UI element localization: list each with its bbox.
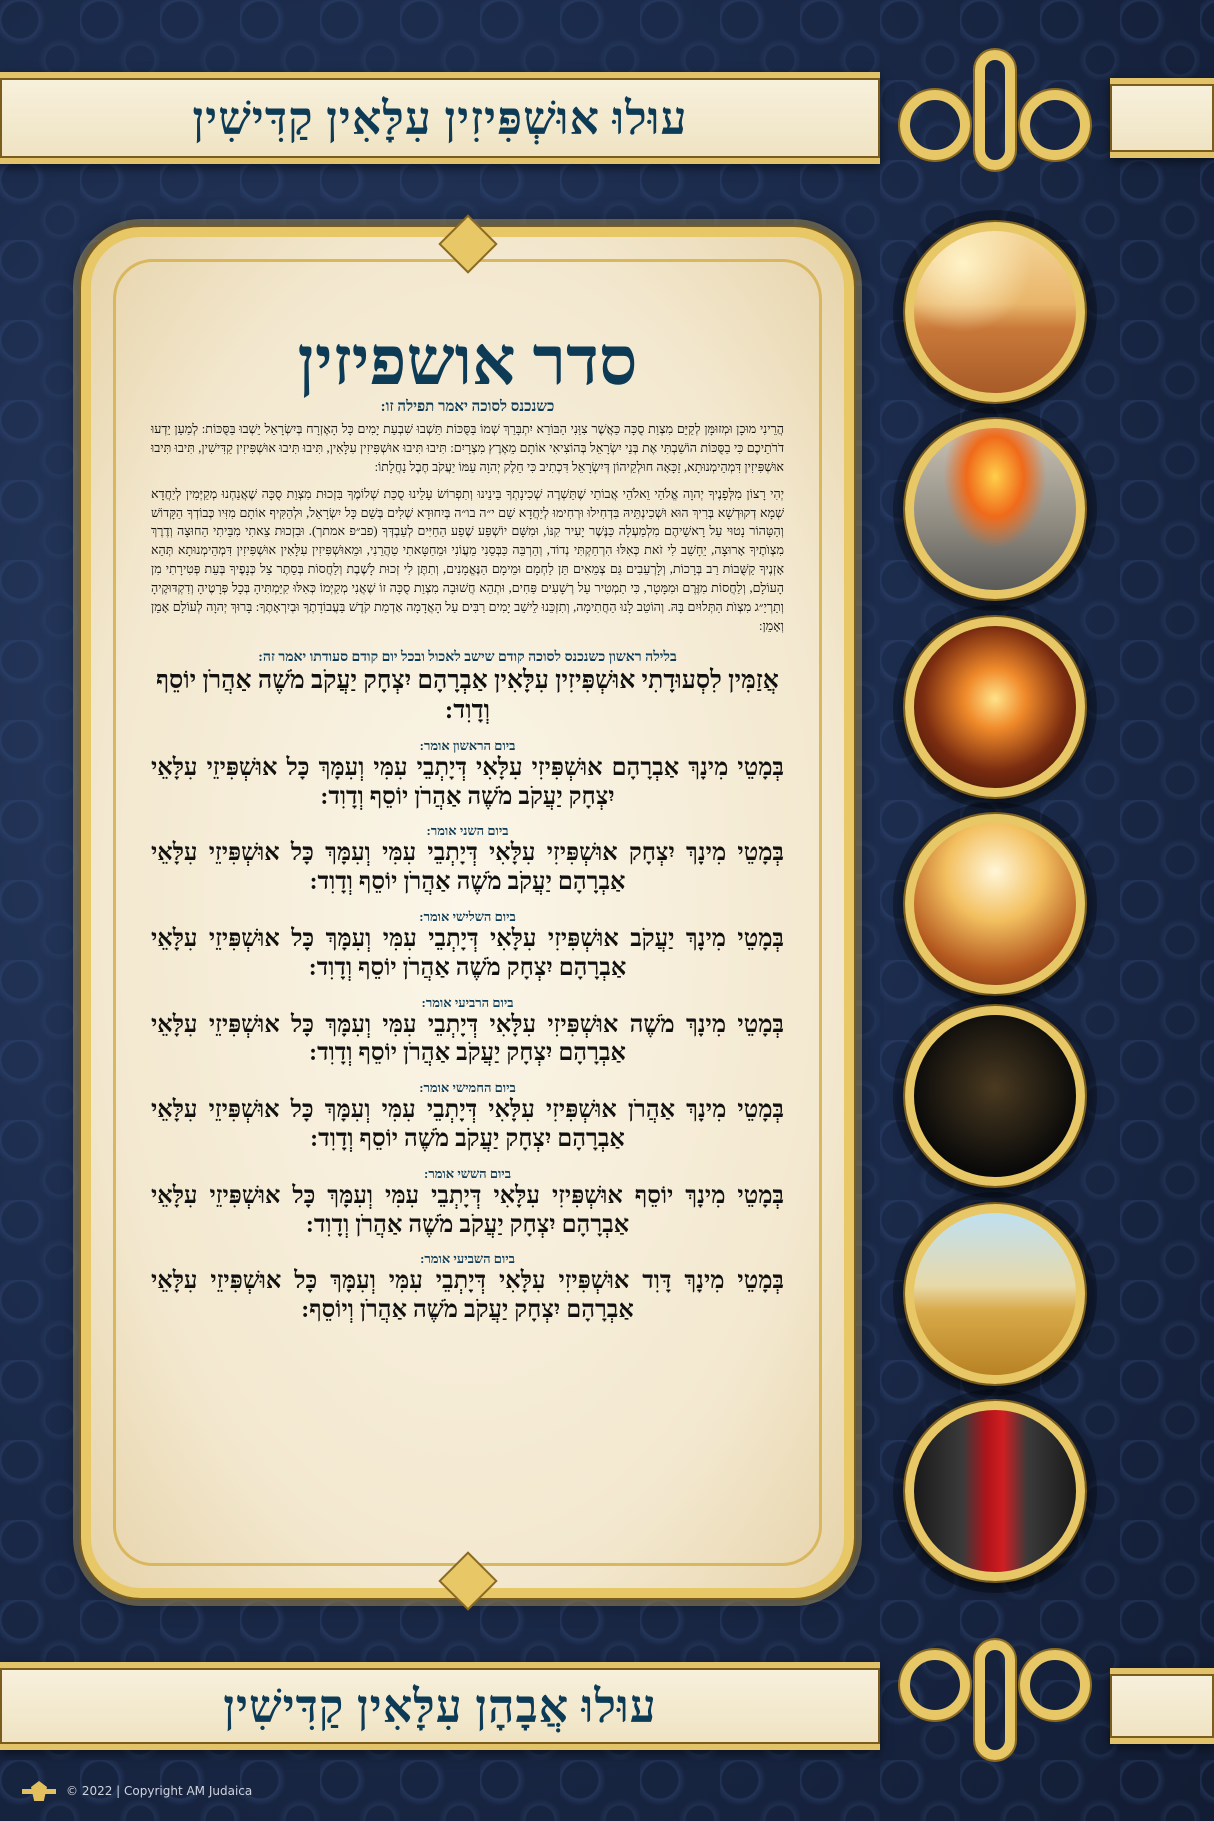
top-banner [0, 72, 880, 164]
day-heading: ביום החמישי אומר: [419, 1080, 516, 1096]
first-night-text: אֲזַמִּין לִסְעוּדָתִי אוּשְׁפִּיזִין עִלָּאִין אַבְרָהָם יִצְחָק יַעֲקֹב מֹשֶׁה אַהֲרֹן יוֹסֵף וְדָוִד: [156, 666, 779, 724]
bottom-ornament [880, 1640, 1110, 1760]
day-text: בְּמָטֵי מִינָךְ יוֹסֵף אוּשְׁפִּיזִי עִלָּאִי דְּיָתְבֵי עִמִּי וְעִמָּךְ כָּל אוּשְׁפִּיזֵי עִלָּאֵי אַבְרָהָם יִצְחָק יַעֲקֹב מֹשֶׁה אַהֲרֹן וְדָוִד: [151, 1182, 784, 1238]
day-text: בְּמָטֵי מִינָךְ אַבְרָהָם אוּשְׁפִּיזִי עִלָּאִי דְּיָתְבֵי עִמִּי וְעִמָּךְ כָּל אוּשְׁפִּיזֵי עִלָּאֵי יִצְחָק יַעֲקֹב מֹשֶׁה אַהֲרֹן יוֹסֵף וְדָוִד: [151, 754, 784, 810]
bottom-banner-title: עוּלוּ אֲבָהָן עִלָּאִין קַדִּישִׁין [223, 1680, 657, 1732]
medallion-altar-fire [905, 419, 1085, 599]
day-text: בְּמָטֵי מִינָךְ יַעֲקֹב אוּשְׁפִּיזִי עִלָּאִי דְּיָתְבֵי עִמִּי וְעִמָּךְ כָּל אוּשְׁפִּיזֵי עִלָּאֵי אַבְרָהָם יִצְחָק מֹשֶׁה אַהֲרֹן יוֹסֵף וְדָוִד: [151, 925, 784, 981]
top-banner-title: עוּלוּ אוּשְׁפִּיזִין עִלָּאִין קַדִּישִׁין [192, 92, 688, 144]
medallion-tent-in-desert [905, 222, 1085, 402]
medallion-menorah [905, 1006, 1085, 1186]
copyright-text: © 2022 | Copyright AM Judaica [66, 1784, 253, 1798]
day-text: בְּמָטֵי מִינָךְ מֹשֶׁה אוּשְׁפִּיזִי עִלָּאִי דְּיָתְבֵי עִמִּי וְעִמָּךְ כָּל אוּשְׁפִּיזֵי עִלָּאֵי אַבְרָהָם יִצְחָק יַעֲקֹב אַהֲרֹן יוֹסֵף וְדָוִד: [151, 1011, 784, 1067]
medallion-throne [905, 1401, 1085, 1581]
day-text: בְּמָטֵי מִינָךְ דָּוִד אוּשְׁפִּיזִי עִלָּאִי דְּיָתְבֵי עִמִּי וְעִמָּךְ כָּל אוּשְׁפִּיזֵי עִלָּאֵי אַבְרָהָם יִצְחָק יַעֲקֹב מֹשֶׁה אַהֲרֹן וְיוֹסֵף: [151, 1268, 784, 1324]
day-heading: ביום הראשון אומר: [419, 737, 516, 753]
prayer-paragraph-1: הֲרֵינִי מוּכָן וּמְזוּמָּן לְקַיֵּם מִצְוַת סֻכָּה כַּאֲשֶׁר צִוַּנִי הַבּוֹרֵא יִתְבָּרַךְ שְׁמוֹ בַּסֻּכּוֹת תֵּשְׁבוּ שִׁבְעַת יָמִים כָּל הָאֶזְרָח בְּיִשְׂרָאֵל יֵשְׁבוּ בַּסֻּכּוֹת: לְמַעַן יֵדְעוּ דֹרֹתֵיכֶם כִּי בַסֻּכּוֹת הוֹשַׁבְתִּי אֶת בְּנֵי יִשְׂרָאֵל בְּהוֹצִיאִי אוֹתָם מֵאֶרֶץ מִצְרָיִם: תִּיבוּ תִּיבוּ אוּשְׁפִּיזִין עִלָּאִין, תִּיבוּ תִּיבוּ אוּשְׁפִּיזִין קַדִּישִׁין, תִּיבוּ תִּיבוּ אוּשְׁפִּיזִין דִּמְהֵימְנוּתָא, זַכָּאָה חוּלְקֵיהוֹן דְּיִשְׂרָאֵל דִּכְתִיב כִּי חֵלֶק יְהוָה עַמּוֹ יַעֲקֹב חֶבֶל נַחֲלָתוֹ: [151, 422, 784, 474]
day-heading: ביום הרביעי אומר: [421, 994, 514, 1010]
footer [22, 1781, 252, 1801]
day-heading: ביום הששי אומר: [423, 1165, 511, 1181]
day-text: בְּמָטֵי מִינָךְ אַהֲרֹן אוּשְׁפִּיזִי עִלָּאִי דְּיָתְבֵי עִמִּי וְעִמָּךְ כָּל אוּשְׁפִּיזֵי עִלָּאֵי אַבְרָהָם יִצְחָק יַעֲקֹב מֹשֶׁה יוֹסֵף וְדָוִד: [151, 1097, 784, 1152]
medallion-wheat-sheaves [905, 1204, 1085, 1384]
day-heading: ביום השביעי אומר: [420, 1251, 515, 1267]
page-title: סדר אושפיזין [297, 323, 638, 399]
medallion-tablets-on-mountain [905, 814, 1085, 994]
parchment-panel [81, 227, 854, 1598]
bottom-banner [0, 1662, 880, 1750]
day-heading: ביום השלישי אומר: [419, 908, 516, 924]
medallion-ladder-to-sky [905, 617, 1085, 797]
day-text: בְּמָטֵי מִינָךְ יִצְחָק אוּשְׁפִּיזִי עִלָּאִי דְּיָתְבֵי עִמִּי וְעִמָּךְ כָּל אוּשְׁפִּיזֵי עִלָּאֵי אַבְרָהָם יַעֲקֹב מֹשֶׁה אַהֲרֹן יוֹסֵף וְדָוִד: [151, 840, 784, 896]
day-heading: ביום השני אומר: [426, 823, 509, 839]
top-banner-right [1110, 78, 1214, 158]
top-ornament [880, 50, 1110, 170]
bottom-banner-right [1110, 1668, 1214, 1744]
am-judaica-logo-icon [22, 1781, 56, 1801]
subtitle: כשנכנס לסוכה יאמר תפילה זו: [380, 399, 555, 415]
first-night-heading: בלילה ראשון כשנכנס לסוכה קודם שישב לאכול ובכל יום קודם סעודתו יאמר זה: [258, 649, 677, 665]
prayer-paragraph-2: יְהִי רָצוֹן מִלְּפָנֶיךָ יְהוָה אֱלֹהַי וֵאלֹהֵי אֲבוֹתַי שֶׁתַּשְׁרֶה שְׁכִינָתְךָ בֵּינֵינוּ וְתִפְרוֹשׂ עָלֵינוּ סֻכַּת שְׁלוֹמֶךָ בִּזְכוּת מִצְוַת סֻכָּה שֶׁאֲנַחְנוּ מְקַיְּמִין לְיַחֲדָא שְׁמָא דְקוּדְשָׁא בְּרִיךְ הוּא וּשְׁכִינְתֵּיהּ בִּדְחִילוּ וּרְחִימוּ לְיַחֲדָא שֵׁם י״ה בו״ה בְּיִחוּדָא שְׁלִים בְּשֵׁם כָּל יִשְׂרָאֵל, וּלְהַקִּיף אוֹתָם מִזִּיו כְּבוֹדְךָ הַקָּדוֹשׁ וְהַטָּהוֹר נָטוּי עַל רָאשֵׁיהֶם מִלְמַעְלָה כַּנֶּשֶׁר יָעִיר קִנּוֹ, וּמִשָּׁם יוֹשְׁפַּע שֶׁפַע הַחַיִּים לְעַבְדְּךָ (פב״פ אמתך). וּבִזְכוּת צֵאתִי מִבֵּיתִי הַחוּצָה וְדֶרֶךְ מִצְוֺתֶיךָ אָרוּצָה, יֵחָשֵׁב לִי זֹאת כְּאִלּוּ הִרְחַקְתִּי נְדוֹד, וְהַרְבֵּה כַּבְּסֵנִי מֵעֲוֹנִי וּמֵחַטָּאתִי טַהֲרֵנִי, וּמֵאוּשְׁפִּיזִין עִלָּאִין אוּשְׁפִּיזִין דִּמְהֵימְנוּתָא תְּהֵא אָזְנֶיךָ קַשֻּׁבוֹת רַב בְּרָכוֹת, וְלָרְעֵבִים גַּם צְמֵאִים תֵּן לַחְמָם וּמֵימָם הַנֶּאֱמָנִים, וְתִתֶּן לִי זְכוּת לָשֶׁבֶת וְלַחֲסוֹת בְּסֵתֶר צֵל כְּנָפֶיךָ בְּעֵת פְּטִירָתִי מִן הָעוֹלָם, וְלַחֲסוֹת מִזֶּרֶם וּמִמָּטָר, כִּי תַמְטִיר עַל רְשָׁעִים פַּחִים, וּתְהֵא חֲשׁוּבָה מִצְוַת סֻכָּה זוֹ שֶׁאֲנִי מְקַיְּמוֹ כְּאִלּוּ קִיַּמְתִּיהָ בְּכָל פְּרָטֶיהָ וְדִקְדּוּקֶיהָ וְתַרְיַ״ג מִצְוֺת הַתְּלוּיִם בָּהּ. וְהוֹטֵב לָנוּ הַחֲתִימָה, וְתִזְכֵּנוּ לֵישֵׁב יָמִים רַבִּים עַל הָאֲדָמָה אַדְמַת קֹדֶשׁ בַּעֲבוֹדָתֶךָ וּבְיִרְאָתֶךָ: בָּרוּךְ יְהוָה לְעוֹלָם אָמֵן וְאָמֵן: [151, 486, 784, 633]
